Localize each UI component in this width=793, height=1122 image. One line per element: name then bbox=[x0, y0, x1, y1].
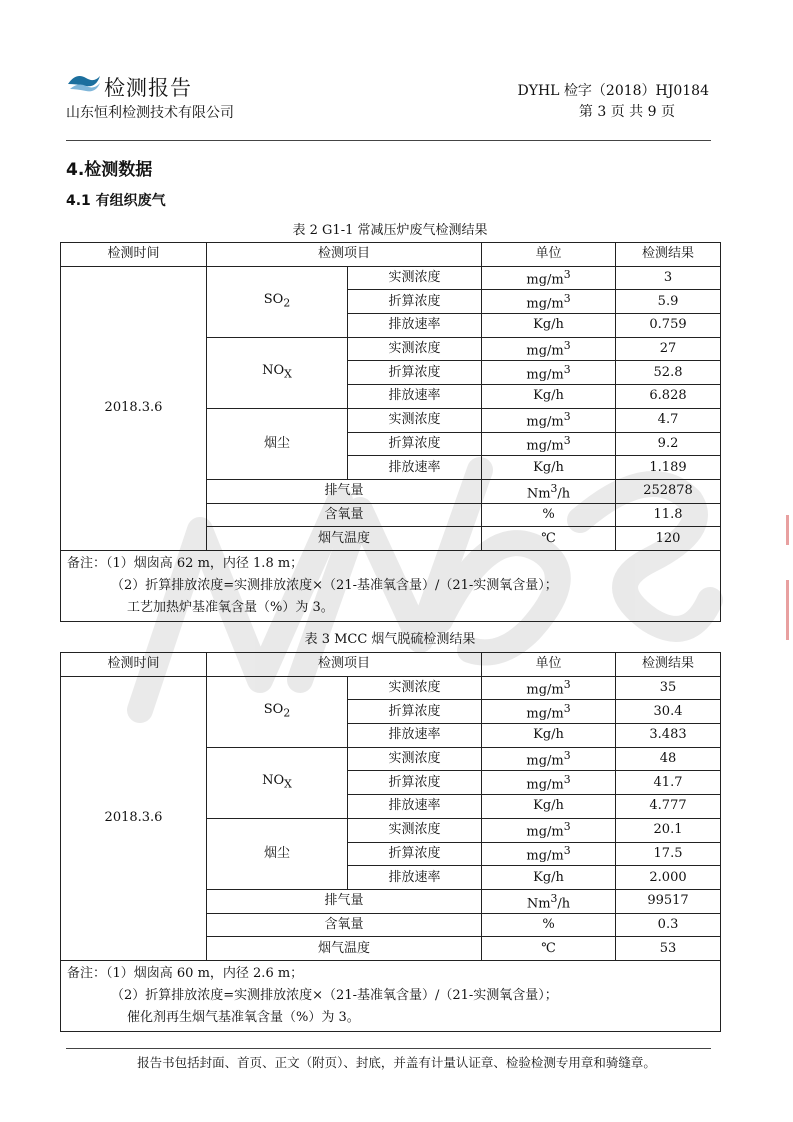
note-line: （2）折算排放浓度=实测排放浓度×（21-基准氧含量）/（21-实测氧含量）； bbox=[111, 987, 558, 1003]
note-line: （2）折算排放浓度=实测排放浓度×（21-基准氧含量）/（21-实测氧含量）； bbox=[111, 577, 558, 593]
table-header-row bbox=[61, 243, 721, 267]
value-cell: 252878 bbox=[616, 479, 721, 503]
item-cell: 折算浓度 bbox=[348, 771, 482, 795]
value-cell: 2.000 bbox=[616, 866, 721, 890]
item-cell: 折算浓度 bbox=[348, 290, 482, 314]
item-cell: 烟气温度 bbox=[207, 527, 482, 551]
table-header-row bbox=[61, 653, 721, 677]
unit-cell: % bbox=[482, 503, 616, 527]
footer-divider bbox=[66, 1048, 711, 1049]
unit-cell: $mg/m^3$ bbox=[482, 361, 616, 385]
report-title: 检测报告 bbox=[104, 76, 192, 100]
item-cell: 排放速率 bbox=[348, 866, 482, 890]
value-cell: 53 bbox=[616, 937, 721, 961]
header-cell: 检测项目 bbox=[207, 653, 482, 677]
footer-text: 报告书包括封面、首页、正文（附页）、封底，并盖有计量认证章、检验检测专用章和骑缝章。 bbox=[137, 1055, 656, 1070]
item-cell: 折算浓度 bbox=[348, 361, 482, 385]
pollutant-cell: $SO_2$ bbox=[207, 266, 348, 337]
unit-cell: $mg/m^3$ bbox=[482, 432, 616, 456]
notes-cell bbox=[61, 550, 721, 621]
header-cell: 检测结果 bbox=[616, 243, 721, 267]
item-cell: 折算浓度 bbox=[348, 842, 482, 866]
value-cell: 52.8 bbox=[616, 361, 721, 385]
item-cell: 排放速率 bbox=[348, 385, 482, 409]
note-line: 备注：（1）烟囱高 60 m，内径 2.6 m； bbox=[67, 965, 304, 981]
unit-cell: Nm$^3$/h bbox=[482, 479, 616, 503]
item-cell: 排放速率 bbox=[348, 795, 482, 819]
value-cell: 17.5 bbox=[616, 842, 721, 866]
item-cell: 排放速率 bbox=[348, 314, 482, 338]
note-line: 催化剂再生烟气基准氧含量（%）为 3。 bbox=[127, 1009, 360, 1025]
value-cell: 99517 bbox=[616, 889, 721, 913]
unit-cell: Kg/h bbox=[482, 456, 616, 480]
value-cell: 4.7 bbox=[616, 408, 721, 432]
item-cell: 实测浓度 bbox=[348, 818, 482, 842]
item-cell: 烟气温度 bbox=[207, 937, 482, 961]
item-cell: 实测浓度 bbox=[348, 408, 482, 432]
item-cell: 实测浓度 bbox=[348, 676, 482, 700]
item-cell: 实测浓度 bbox=[348, 337, 482, 361]
notes-cell bbox=[61, 960, 721, 1031]
pollutant-cell: $NO_X$ bbox=[207, 337, 348, 408]
unit-cell: $mg/m^3$ bbox=[482, 337, 616, 361]
header-divider bbox=[66, 140, 711, 141]
item-cell: 排气量 bbox=[207, 479, 482, 503]
table-caption: 表 3 MCC 烟气脱硫检测结果 bbox=[304, 632, 476, 647]
unit-cell: Kg/h bbox=[482, 314, 616, 338]
value-cell: 3 bbox=[616, 266, 721, 290]
header-cell: 检测项目 bbox=[207, 243, 482, 267]
item-cell: 排气量 bbox=[207, 889, 482, 913]
pollutant-cell: $SO_2$ bbox=[207, 676, 348, 747]
company-name: 山东恒利检测技术有限公司 bbox=[66, 105, 234, 121]
results-table bbox=[60, 242, 721, 622]
item-cell: 排放速率 bbox=[348, 724, 482, 748]
value-cell: 9.2 bbox=[616, 432, 721, 456]
company-logo-icon bbox=[66, 70, 102, 94]
value-cell: 27 bbox=[616, 337, 721, 361]
table-row bbox=[61, 266, 721, 290]
header-cell: 单位 bbox=[482, 243, 616, 267]
unit-cell: Kg/h bbox=[482, 866, 616, 890]
item-cell: 折算浓度 bbox=[348, 432, 482, 456]
table-caption: 表 2 G1-1 常减压炉废气检测结果 bbox=[292, 223, 488, 238]
item-cell: 含氧量 bbox=[207, 913, 482, 937]
seam-stamp-mark bbox=[786, 515, 789, 545]
value-cell: 6.828 bbox=[616, 385, 721, 409]
pollutant-cell: $NO_X$ bbox=[207, 747, 348, 818]
header-cell: 检测时间 bbox=[61, 653, 207, 677]
unit-cell: $mg/m^3$ bbox=[482, 747, 616, 771]
unit-cell: $mg/m^3$ bbox=[482, 266, 616, 290]
value-cell: 20.1 bbox=[616, 818, 721, 842]
unit-cell: Kg/h bbox=[482, 795, 616, 819]
pollutant-cell: 烟尘 bbox=[207, 408, 348, 479]
table-row bbox=[61, 676, 721, 700]
seam-stamp-mark bbox=[786, 580, 789, 640]
document-number: DYHL 检字（2018）HJ0184 bbox=[517, 83, 709, 99]
notes-row bbox=[61, 550, 721, 621]
unit-cell: $mg/m^3$ bbox=[482, 676, 616, 700]
unit-cell: $mg/m^3$ bbox=[482, 842, 616, 866]
notes-row bbox=[61, 960, 721, 1031]
subsection-heading: 4.1 有组织废气 bbox=[66, 193, 166, 209]
value-cell: 41.7 bbox=[616, 771, 721, 795]
results-table bbox=[60, 652, 721, 1032]
value-cell: 0.3 bbox=[616, 913, 721, 937]
value-cell: 0.759 bbox=[616, 314, 721, 338]
value-cell: 120 bbox=[616, 527, 721, 551]
note-line: 工艺加热炉基准氧含量（%）为 3。 bbox=[127, 599, 334, 615]
item-cell: 实测浓度 bbox=[348, 747, 482, 771]
section-heading: 4.检测数据 bbox=[66, 160, 153, 180]
date-cell: 2018.3.6 bbox=[61, 266, 207, 550]
header-cell: 检测时间 bbox=[61, 243, 207, 267]
value-cell: 5.9 bbox=[616, 290, 721, 314]
unit-cell: ℃ bbox=[482, 527, 616, 551]
item-cell: 排放速率 bbox=[348, 456, 482, 480]
unit-cell: $mg/m^3$ bbox=[482, 818, 616, 842]
pollutant-cell: 烟尘 bbox=[207, 818, 348, 889]
item-cell: 实测浓度 bbox=[348, 266, 482, 290]
page-info: 第 3 页 共 9 页 bbox=[578, 104, 675, 120]
header-cell: 检测结果 bbox=[616, 653, 721, 677]
unit-cell: $mg/m^3$ bbox=[482, 290, 616, 314]
unit-cell: Kg/h bbox=[482, 724, 616, 748]
unit-cell: $mg/m^3$ bbox=[482, 700, 616, 724]
value-cell: 11.8 bbox=[616, 503, 721, 527]
note-line: 备注：（1）烟囱高 62 m，内径 1.8 m； bbox=[67, 555, 304, 571]
unit-cell: Nm$^3$/h bbox=[482, 889, 616, 913]
unit-cell: % bbox=[482, 913, 616, 937]
value-cell: 1.189 bbox=[616, 456, 721, 480]
item-cell: 含氧量 bbox=[207, 503, 482, 527]
item-cell: 折算浓度 bbox=[348, 700, 482, 724]
unit-cell: $mg/m^3$ bbox=[482, 408, 616, 432]
date-cell: 2018.3.6 bbox=[61, 676, 207, 960]
unit-cell: Kg/h bbox=[482, 385, 616, 409]
value-cell: 3.483 bbox=[616, 724, 721, 748]
value-cell: 4.777 bbox=[616, 795, 721, 819]
value-cell: 30.4 bbox=[616, 700, 721, 724]
unit-cell: $mg/m^3$ bbox=[482, 771, 616, 795]
unit-cell: ℃ bbox=[482, 937, 616, 961]
value-cell: 48 bbox=[616, 747, 721, 771]
value-cell: 35 bbox=[616, 676, 721, 700]
header-cell: 单位 bbox=[482, 653, 616, 677]
